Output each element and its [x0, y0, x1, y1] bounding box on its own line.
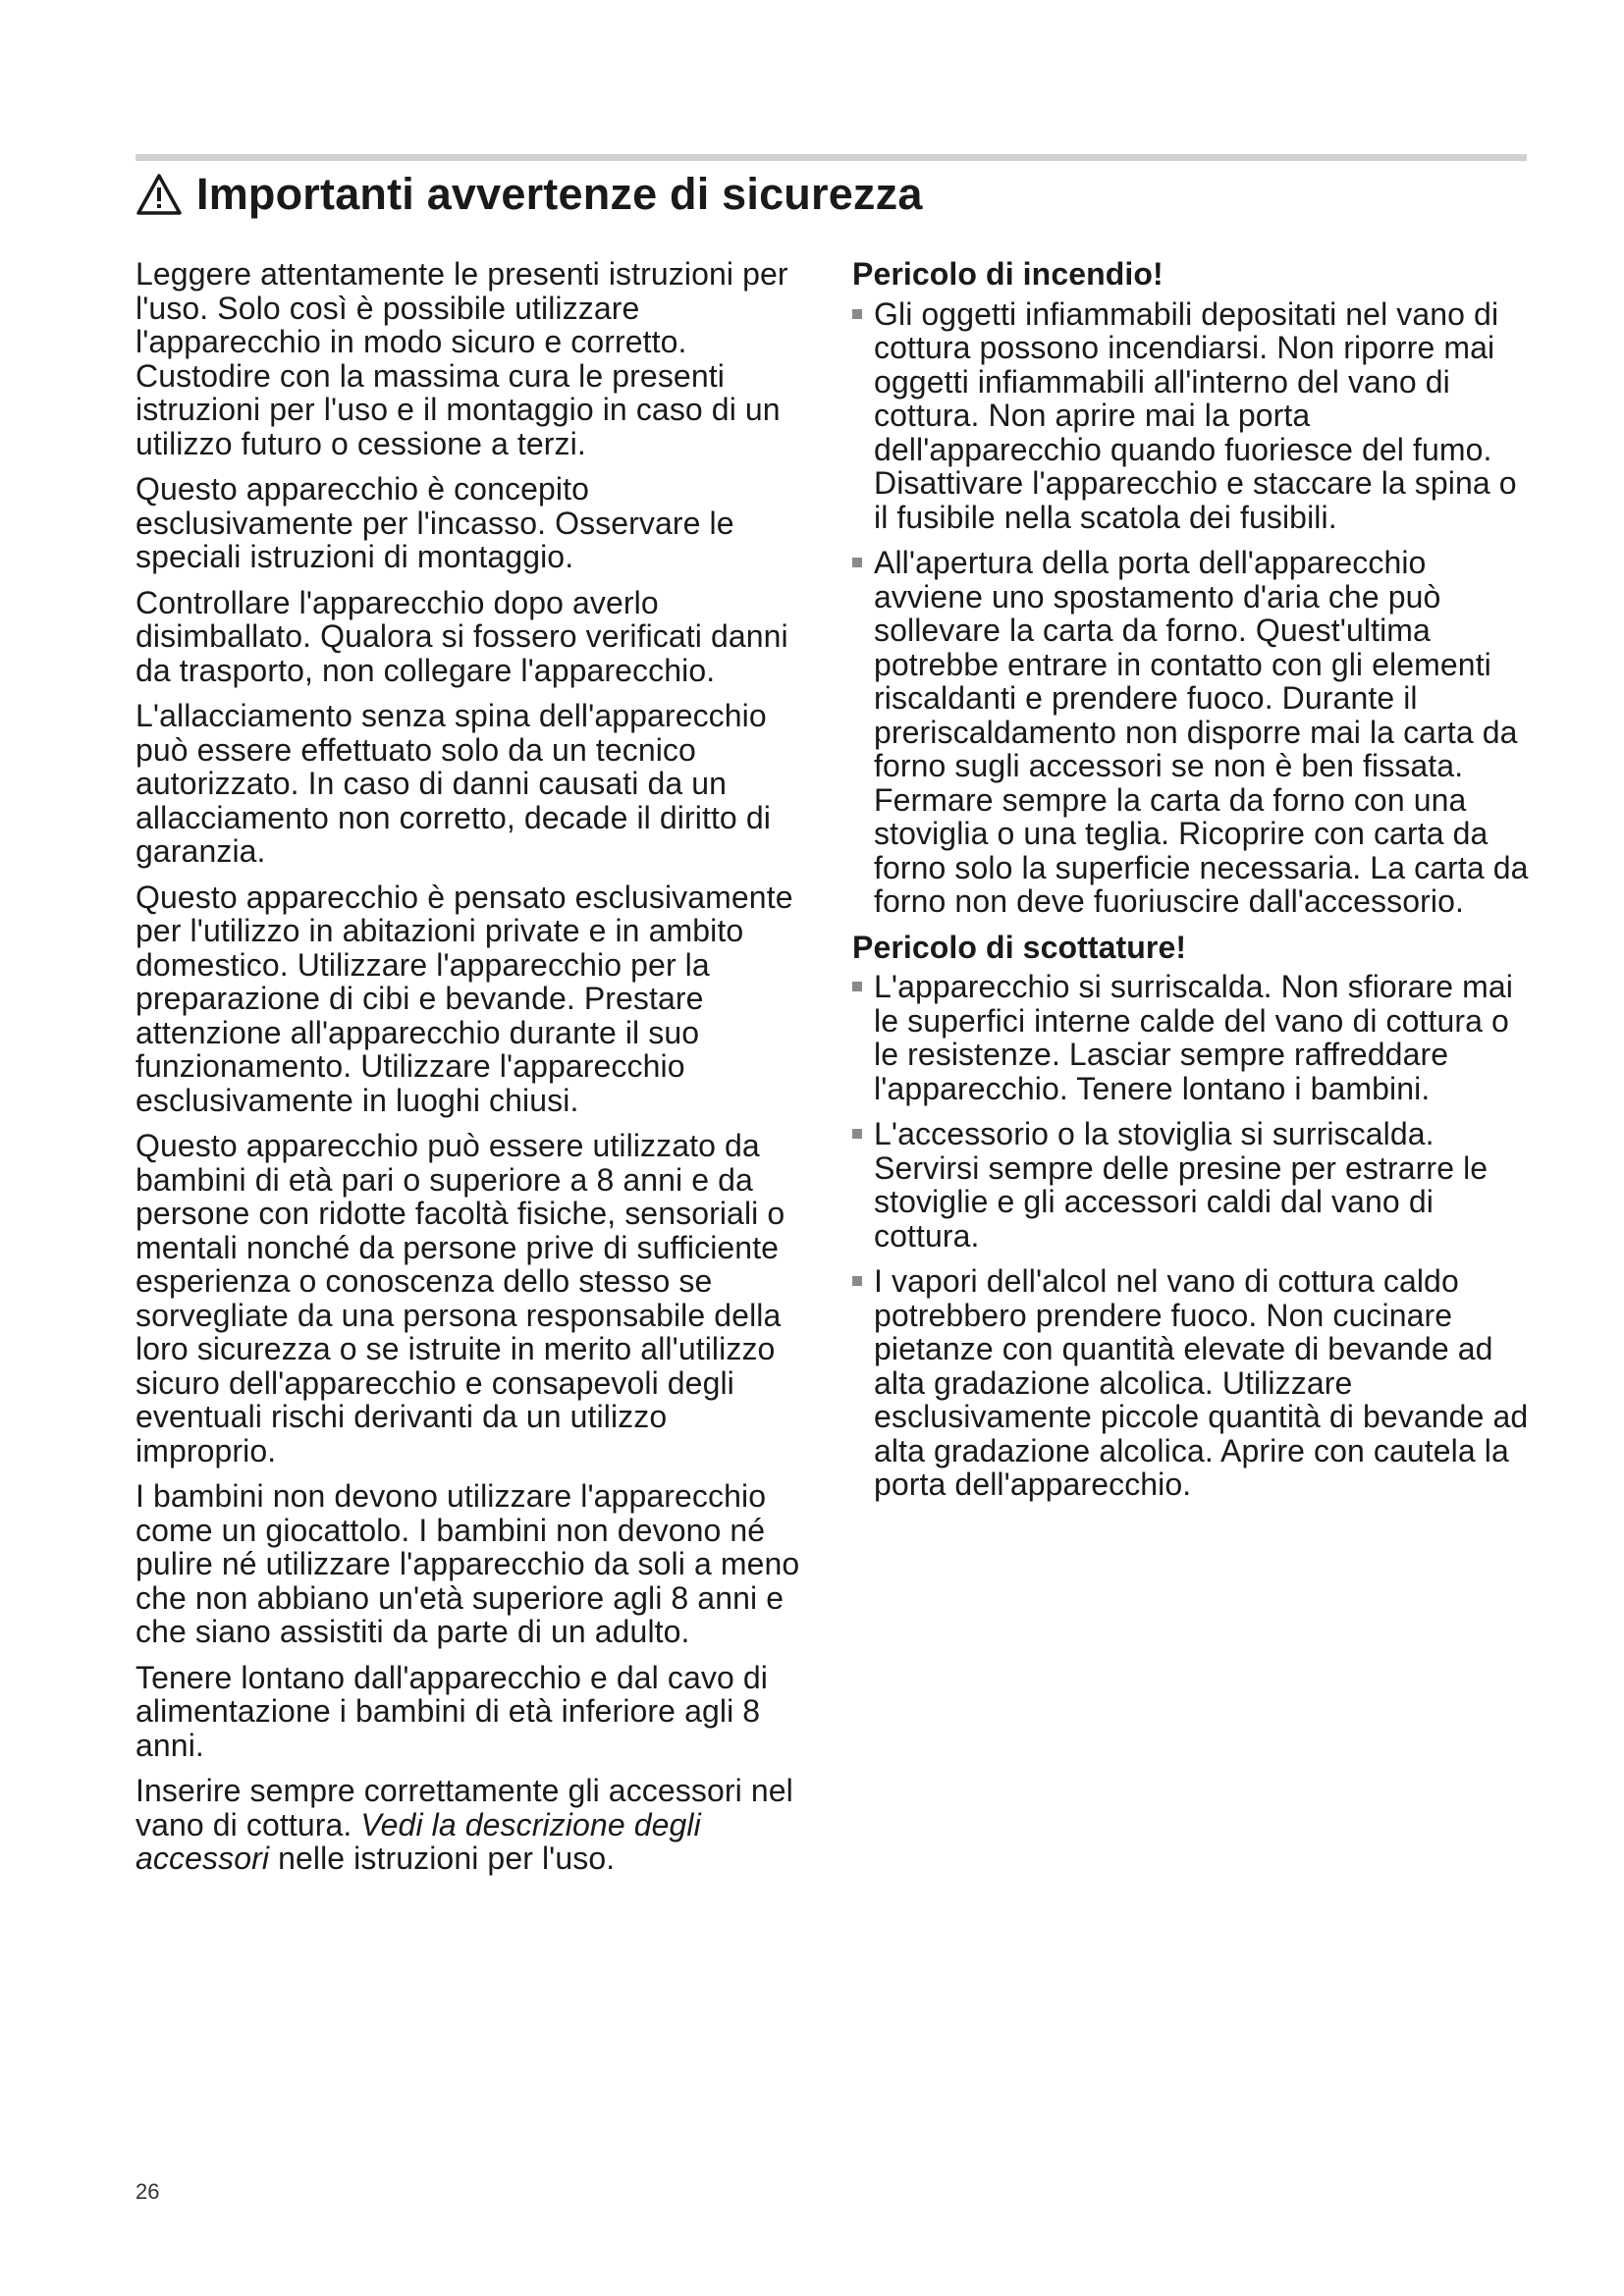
bullet-text: I vapori dell'alcol nel vano di cottura caldo potrebbero prendere fuoco. Non cucinare pietanze con quantità elevate di bevande ad alta gradazione alcolica. Utilizzare esclusivamente piccole quantità di bevande ad alta gradazione alcolica. Aprire con cautela la porta dell'apparecchio. [874, 1263, 1529, 1502]
accessories-paragraph [135, 1774, 813, 1876]
bullet-square-icon [852, 982, 862, 991]
bullet-text: L'apparecchio si surriscalda. Non sfiorare mai le superfici interne calde del vano di cottura o le resistenze. Lasciar sempre raffreddare l'apparecchio. Tenere lontano i bambini. [874, 969, 1513, 1106]
paragraph: Controllare l'apparecchio dopo averlo disimballato. Qualora si fossero verificati danni da trasporto, non collegare l'apparecchio. [135, 584, 788, 688]
warning-triangle-icon [135, 173, 183, 216]
burn-danger-heading: Pericolo di scottature! [852, 929, 1187, 965]
bullet-text: Gli oggetti infiammabili depositati nel vano di cottura possono incendiarsi. Non riporre mai oggetti infiammabili all'interno del vano di cottura. Non aprire mai la porta dell'apparecchio quando fuoriesce del fumo. Disattivare l'apparecchio e staccare la spina o il fusibile nella scatola dei fusibili. [874, 295, 1517, 535]
bullet-square-icon [852, 309, 862, 319]
accessories-text-start: Inserire sempre correttamente gli accessori nel vano di cottura. [135, 1773, 793, 1842]
accessories-text-end: nelle istruzioni per l'uso. [278, 1841, 616, 1876]
fire-danger-heading: Pericolo di incendio! [852, 256, 1164, 292]
left-column [135, 257, 813, 1888]
right-column [852, 257, 1530, 1514]
paragraph: Questo apparecchio è pensato esclusivamente per l'utilizzo in abitazioni private e in ambito domestico. Utilizzare l'apparecchio per la preparazione di cibi e bevande. Prestare attenzione all'apparecchio durante il suo funzionamento. Utilizzare l'apparecchio esclusivamente in luoghi chiusi. [135, 879, 793, 1118]
fire-bullet [852, 297, 1530, 535]
bullet-text: All'apertura della porta dell'apparecchio avviene uno spostamento d'aria che può sollevare la carta da forno. Quest'ultima potrebbe entrare in contatto con gli elementi riscaldanti e prendere fuoco. Durante il preriscaldamento non disporre mai la carta da forno sugli accessori se non è ben fissata. Fermare sempre la carta da forno con una stoviglia o una teglia. Ricoprire con carta da forno solo la superficie necessaria. La carta da forno non deve fuoriuscire dall'accessorio. [874, 545, 1529, 919]
bullet-square-icon [852, 1276, 862, 1286]
paragraph: L'allacciamento senza spina dell'apparecchio può essere effettuato solo da un tecnico autorizzato. In caso di danni causati da un allacciamento non corretto, decade il diritto di garanzia. [135, 698, 771, 869]
burn-bullet [852, 1264, 1530, 1502]
page-title-text: Importanti avvertenze di sicurezza [196, 169, 923, 219]
page-title [135, 165, 923, 224]
paragraph: Leggere attentamente le presenti istruzioni per l'uso. Solo così è possibile utilizzare l'apparecchio in modo sicuro e corretto. Custodire con la massima cura le presenti istruzioni per l'uso e il montaggio in caso di un utilizzo futuro o cessione a terzi. [135, 256, 788, 461]
page-number: 26 [135, 2179, 160, 2204]
burn-bullet [852, 1117, 1530, 1253]
paragraph: I bambini non devono utilizzare l'apparecchio come un giocattolo. I bambini non devono né pulire né utilizzare l'apparecchio da soli a meno che non abbiano un'età superiore agli 8 anni e che siano assistiti da parte di un adulto. [135, 1478, 800, 1649]
bullet-text: L'accessorio o la stoviglia si surriscalda. Servirsi sempre delle presine per estrarre le stoviglie e gli accessori caldi dal vano di cottura. [874, 1116, 1489, 1254]
paragraph: Questo apparecchio può essere utilizzato da bambini di età pari o superiore a 8 anni e da persone con ridotte facoltà fisiche, sensoriali o mentali nonché da persone prive di sufficiente esperienza o conoscenza dello stesso se sorvegliate da una persona responsabile della loro sicurezza o se istruite in merito all'utilizzo sicuro dell'apparecchio e consapevoli degli eventuali rischi derivanti da un utilizzo improprio. [135, 1128, 785, 1468]
accessories-reference: Vedi la descrizione degli accessori [135, 1806, 701, 1876]
burn-bullet [852, 970, 1530, 1105]
fire-bullet [852, 546, 1530, 919]
bullet-square-icon [852, 558, 862, 567]
bullet-square-icon [852, 1129, 862, 1139]
paragraph: Questo apparecchio è concepito esclusivamente per l'incasso. Osservare le speciali istruzioni di montaggio. [135, 471, 734, 574]
paragraph: Tenere lontano dall'apparecchio e dal cavo di alimentazione i bambini di età inferiore agli 8 anni. [135, 1659, 768, 1763]
top-divider [135, 154, 1527, 161]
